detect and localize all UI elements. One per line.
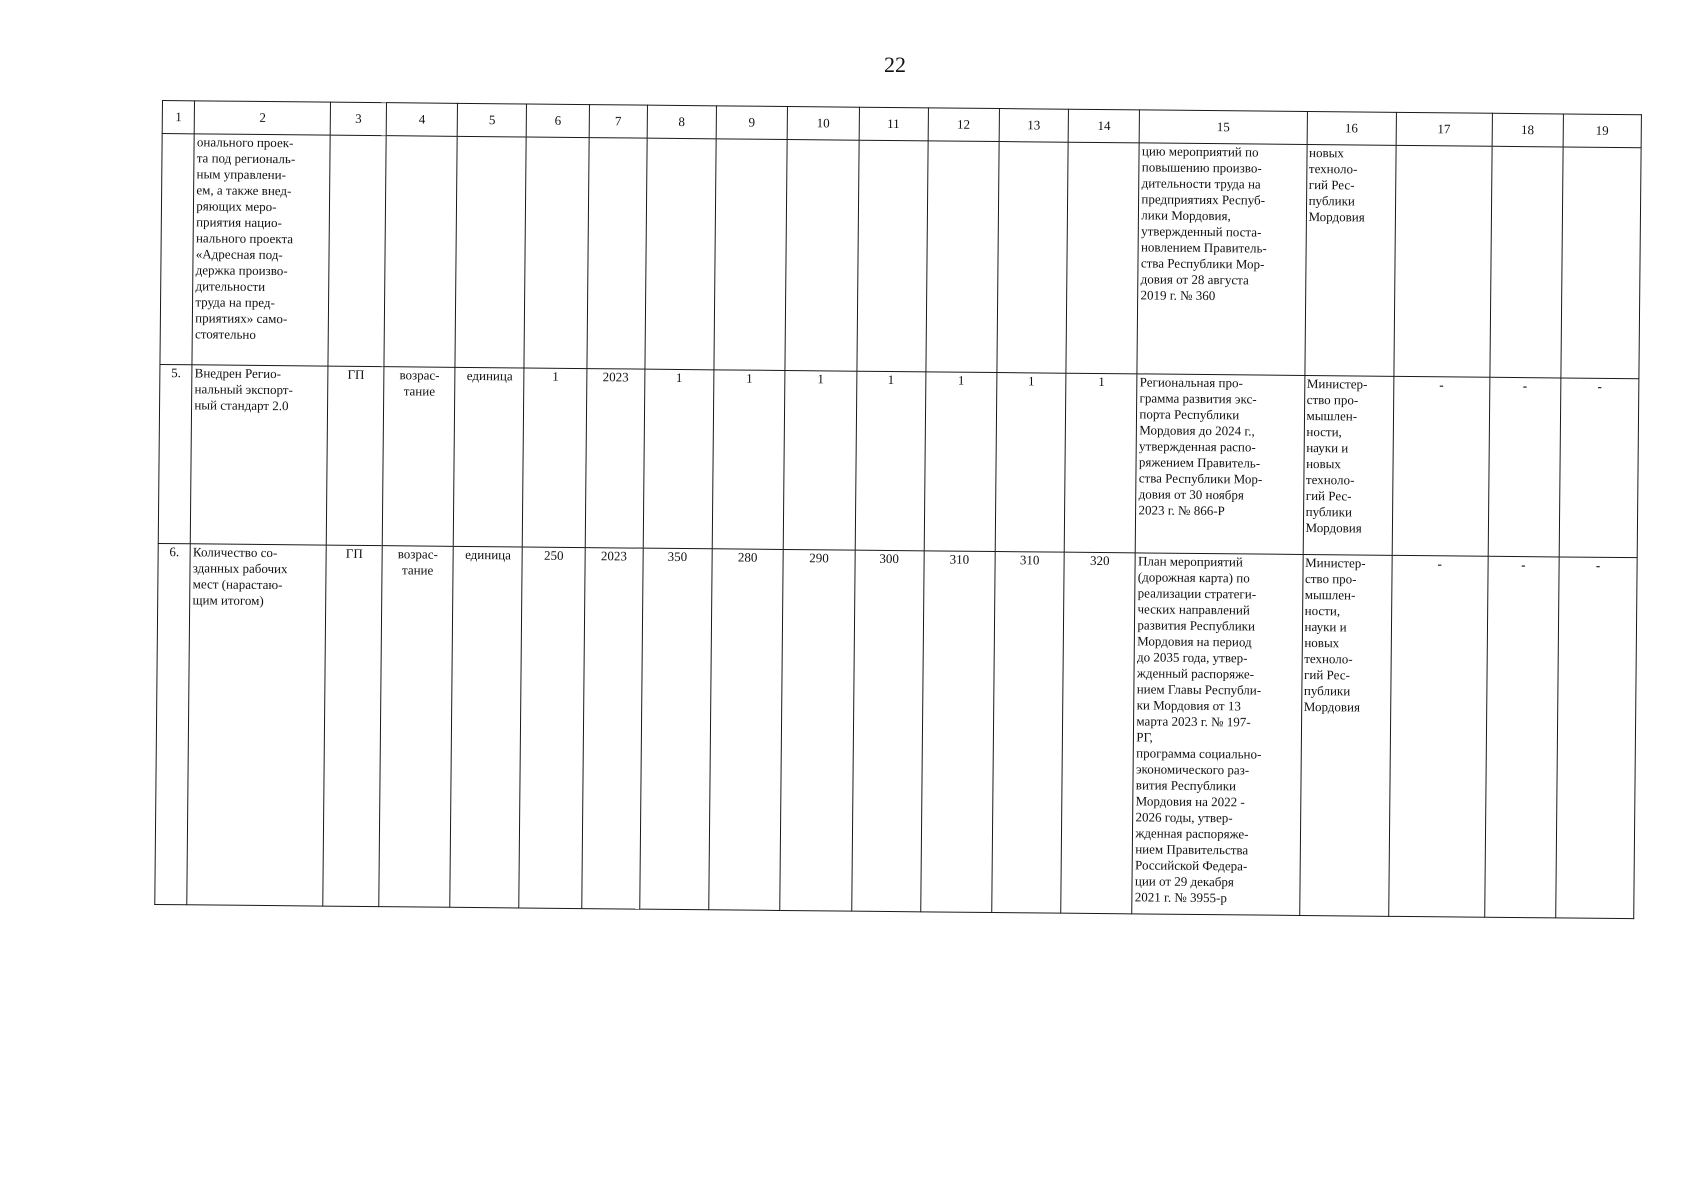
- unit-cell: единица: [450, 546, 523, 908]
- table-cell: [455, 136, 526, 368]
- table-cell: [328, 135, 386, 367]
- indicator-name-cell: онального проек- та под региональ- ным управлени- ем, а также внед- ряющих меро- приятия нацио- нального проекта «Адресная под- держка произво- дительности труда на пред- приятиях» само- стоятельно: [192, 134, 330, 366]
- responsible-cell: новых техноло- гий Рес- публики Мордовия: [1304, 144, 1395, 376]
- table-cell: [926, 141, 1000, 373]
- value-cell: 1: [712, 370, 785, 550]
- value-cell: 300: [851, 550, 924, 912]
- header-cell: 11: [859, 107, 928, 141]
- table-cell: [524, 137, 589, 369]
- direction-cell: возрас- тание: [382, 367, 455, 547]
- header-cell: 4: [386, 103, 458, 137]
- value-cell: 1: [995, 373, 1066, 553]
- table-row: [155, 543, 1637, 918]
- indicator-name-cell: Количество со- зданных рабочих мест (нарастаю- щим итогом): [187, 544, 326, 906]
- dash-cell: -: [1559, 378, 1639, 558]
- table-cell: [384, 136, 458, 368]
- value-cell: 350: [640, 548, 713, 910]
- table-row-continuation: [160, 134, 1641, 379]
- row-number-cell: 5.: [158, 364, 192, 543]
- document-cell: Региональная про- грамма развития экс- порта Республики Мордовия до 2024 г., утвержденная распо- ряжением Правитель- ства Республики Мор- довия от 30 ноября 2023 г. № 866-Р: [1136, 374, 1305, 555]
- base-value-cell: 250: [519, 547, 585, 909]
- row-number-cell: 6.: [155, 543, 191, 904]
- value-cell: 1: [855, 371, 926, 551]
- page-number: 22: [884, 52, 906, 77]
- header-cell: 9: [716, 106, 788, 140]
- direction-cell: возрас- тание: [379, 546, 454, 908]
- level-cell: ГП: [327, 366, 384, 546]
- header-cell: 14: [1068, 109, 1140, 143]
- table-cell: [1561, 147, 1641, 379]
- value-cell: 310: [992, 552, 1065, 914]
- value-cell: 1: [924, 372, 997, 552]
- header-cell: 15: [1140, 110, 1307, 145]
- header-cell: 2: [194, 101, 330, 135]
- header-cell: 7: [589, 105, 647, 139]
- header-cell: 5: [457, 103, 526, 137]
- dash-cell: -: [1392, 376, 1490, 556]
- base-year-cell: 2023: [585, 369, 645, 549]
- table-cell: [160, 134, 195, 365]
- document-cell: План мероприятий (дорожная карта) по реализации стратеги- ческих направлений развития Республики Мордовия на период до 2035 года, утвер- жденный распоряже- нием Главы Республи- ки Мордовия от 13 марта 2023 г. № 197- РГ, программа социально- экономического раз- вития Республики Мордовия на 2022 - 2026 годы, утвер- жденная распоряже- нием Правительства Российской Федера- ции от 29 декабря 2021 г. № 3955-р: [1132, 553, 1303, 916]
- table-cell: [645, 138, 716, 370]
- table-cell: [1066, 142, 1140, 374]
- table-cell: [1489, 146, 1563, 378]
- header-cell: 13: [999, 109, 1068, 143]
- indicator-table-wrapper: [154, 100, 1642, 919]
- value-cell: 1: [643, 369, 714, 549]
- value-cell: 280: [709, 549, 784, 911]
- header-cell: 17: [1396, 112, 1492, 146]
- header-cell: 8: [647, 105, 716, 139]
- level-cell: ГП: [323, 545, 382, 907]
- indicator-table: [154, 100, 1642, 919]
- header-cell: 18: [1492, 113, 1564, 147]
- table-cell: [714, 139, 788, 371]
- value-cell: 1: [783, 370, 856, 550]
- value-cell: 1: [1064, 373, 1137, 553]
- indicator-name-cell: Внедрен Регио- нальный экспорт- ный стандарт 2.0: [191, 365, 329, 545]
- table-cell: [997, 142, 1068, 374]
- header-cell: 19: [1563, 114, 1641, 148]
- dash-cell: -: [1388, 555, 1487, 917]
- dash-cell: -: [1556, 557, 1638, 919]
- table-row: [158, 364, 1639, 557]
- header-cell: 3: [330, 102, 386, 136]
- table-cell: [785, 140, 859, 372]
- value-cell: 290: [780, 549, 855, 911]
- table-cell: [587, 138, 647, 370]
- header-cell: 16: [1307, 111, 1396, 145]
- base-value-cell: 1: [523, 368, 587, 548]
- responsible-cell: Министер- ство про- мышлен- ности, науки и новых техноло- гий Рес- публики Мордовия: [1299, 554, 1392, 916]
- header-cell: 12: [928, 108, 1000, 142]
- value-cell: 310: [920, 551, 995, 913]
- header-cell: 1: [162, 101, 195, 134]
- header-cell: 6: [527, 104, 590, 138]
- base-year-cell: 2023: [582, 548, 643, 910]
- header-cell: 10: [787, 107, 859, 141]
- document-cell: цию мероприятий по повышению произво- дительности труда на предприятиях Респуб- лики Мордовия, утвержденный поста- новлением Правитель- ства Республики Мор- довия от 28 августа 2019 г. № 360: [1137, 143, 1306, 376]
- table-cell: [856, 140, 927, 372]
- table-cell: [1394, 145, 1492, 377]
- dash-cell: -: [1488, 377, 1561, 557]
- dash-cell: -: [1484, 556, 1559, 918]
- value-cell: 320: [1061, 552, 1136, 914]
- responsible-cell: Министер- ство про- мышлен- ности, науки и новых техноло- гий Рес- публики Мордовия: [1303, 375, 1394, 555]
- unit-cell: единица: [454, 367, 525, 547]
